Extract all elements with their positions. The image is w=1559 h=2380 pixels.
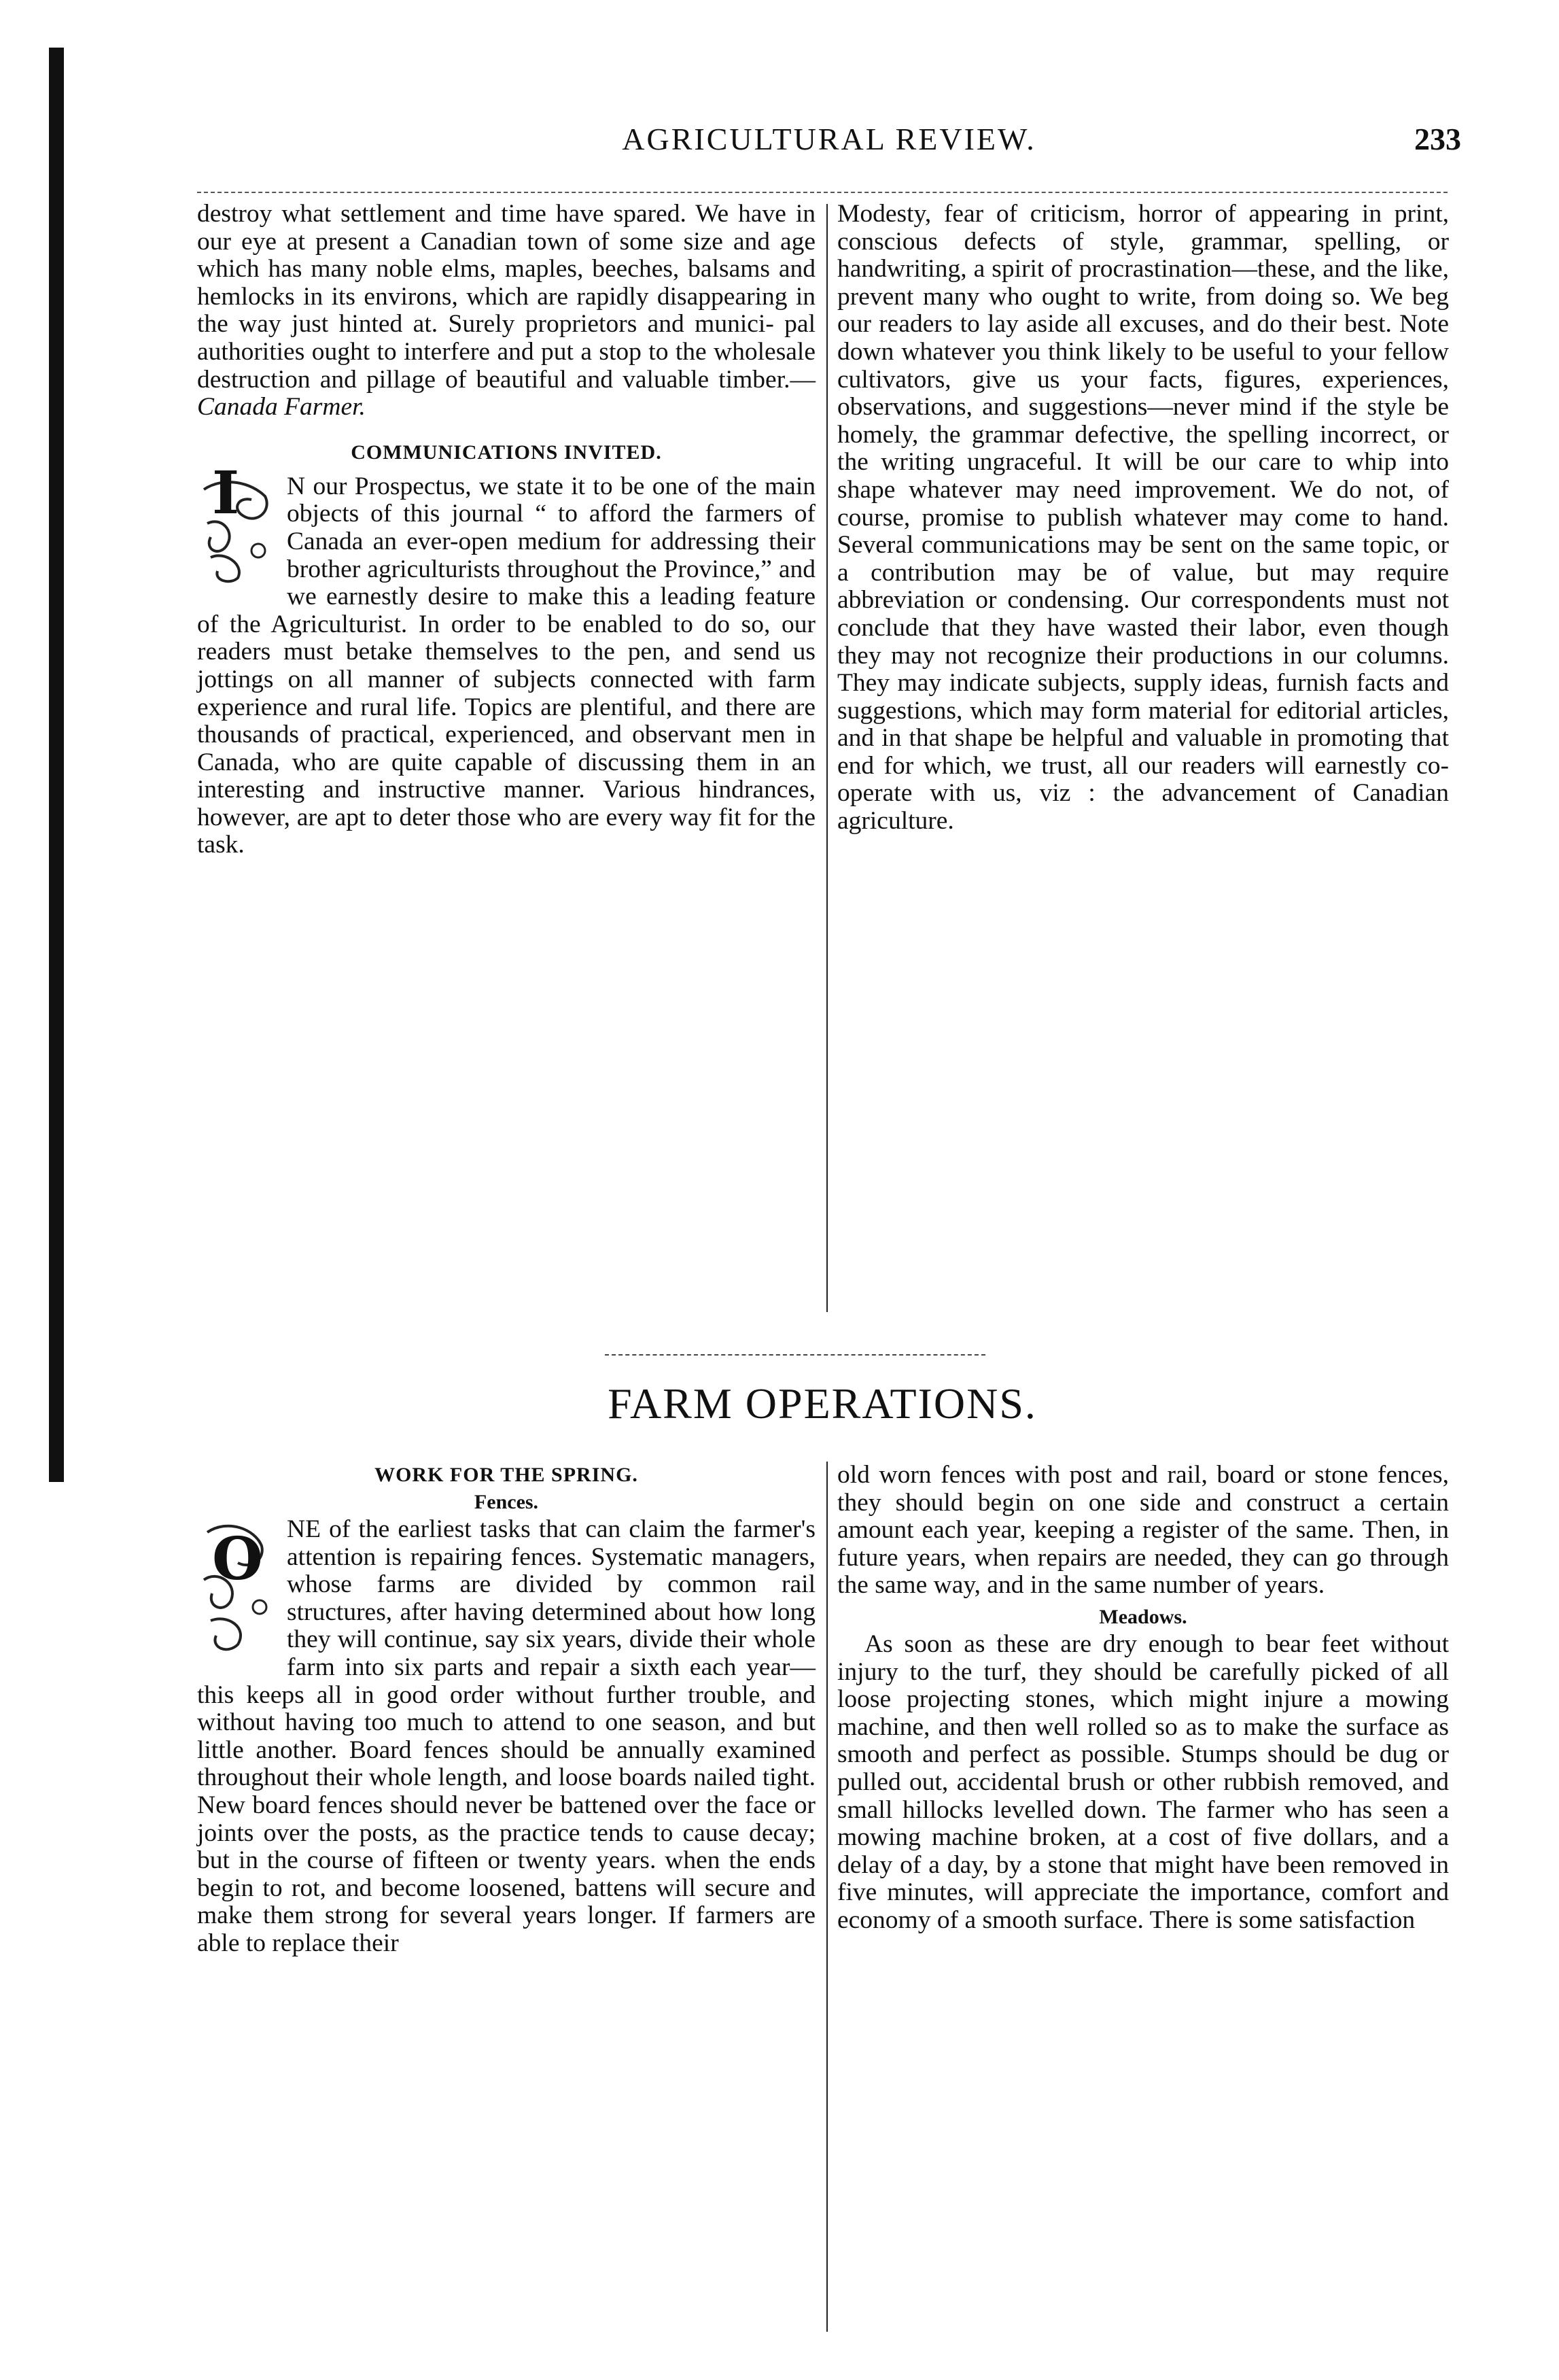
bottom-right-column [837,1462,1449,1935]
fences-subheading: Fences. [474,1491,539,1513]
work-for-spring-heading: WORK FOR THE SPRING. [374,1464,638,1486]
running-title: AGRICULTURAL REVIEW. [622,122,1036,156]
page-number: 233 [1414,122,1461,156]
column-rule-top [826,204,828,1312]
communications-article [197,458,816,859]
bottom-left-column [197,1462,816,1958]
dropcap-letter: I [212,458,240,528]
running-header [197,121,1461,175]
top-right-column [837,201,1449,835]
ornamental-dropcap-o [197,1519,279,1655]
dropcap-letter: O [212,1525,263,1593]
column-rule-bottom [826,1462,828,2332]
top-left-column [197,201,816,859]
communications-heading: COMMUNICATIONS INVITED. [351,441,662,464]
header-rule [197,192,1448,193]
continued-text: destroy what settlement and time have spared. We have in our eye at present a Canadian town of some size and age which has many noble elms, maples, beeches, balsams and hemlocks in its environs, which are rapidly disappearing in the way just hinted at. Surely proprietors and munici- pal authorities ought to interfere and put a stop to the wholesale destruction and pillage of beautiful and valuable timber.—Canada Farmer. [197,200,816,421]
section-divider [605,1354,985,1356]
fences-article [197,1516,816,1958]
source-attribution: Canada Farmer. [197,393,366,421]
continued-paragraph [197,201,816,421]
fences-text: NE of the earliest tasks that can claim the farmer's attention is repairing fences. Systematic managers, whose farms are divided by common rail structures, after having determined about how long they will continue, say six years, divide their whole farm into six parts and repair a sixth each year—this keeps all in good order without further trouble, and without having too much to attend to one season, and but little another. Board fences should be annually examined throughout their whole length, and loose boards nailed tight. New board fences should never be battened over the face or joints over the posts, as the practice tends to cause decay; but in the course of fifteen or twenty years. when the ends begin to rot, and become loosened, battens will secure and make them strong for several years longer. If farmers are able to replace their [197,1515,816,1957]
binding-edge [49,48,64,1482]
meadows-text: As soon as these are dry enough to bear feet without injury to the turf, they should be carefully picked of all loose projecting stones, which might injure a mowing machine, and then well rolled so as to make the surface as smooth and perfect as possible. Stumps should be dug or pulled out, accidental brush or other rubbish removed, and small hillocks levelled down. The farmer who has seen a mowing machine broken, at a cost of five dollars, and a delay of a day, by a stone that might have been removed in five minutes, will appreciate the importance, comfort and economy of a smooth surface. There is some satisfaction [837,1629,1449,1934]
ornamental-dropcap-i [197,458,279,585]
meadows-subheading: Meadows. [1099,1605,1187,1628]
communications-text: N our Prospectus, we state it to be one of the main objects of this journal “ to afford the farmers of Canada an ever-open medium for addressing their brother agriculturists throughout the Province,” and we earnestly desire to make this a leading feature of the Agriculturist. In order to be enabled to do so, our readers must betake themselves to the pen, and send us jottings on all manner of subjects connected with farm experience and rural life. Topics are plentiful, and there are thousands of practical, experienced, and observant men in Canada, who are quite capable of discussing them in an interesting and instructive manner. Various hindrances, however, are apt to deter those who are every way fit for the task. [197,472,816,859]
farm-operations-title: FARM OPERATIONS. [608,1379,1037,1428]
fences-continued: old worn fences with post and rail, board or stone fences, they should begin on one side and construct a certain amount each year, keeping a register of the same. Then, in future years, when repairs are needed, they can go through the same way, and in the same number of years. [837,1461,1449,1600]
communications-continued: Modesty, fear of criticism, horror of appearing in print, conscious defects of style, grammar, spelling, or handwriting, a spirit of procrastination—these, and the like, prevent many who ought to write, from doing so. We beg our readers to lay aside all excuses, and do their best. Note down whatever you think likely to be useful to your fellow cultivators, give us your facts, figures, experiences, observations, and suggestions—never mind if the style be homely, the grammar defective, the spelling incorrect, or the writing ungraceful. It will be our care to whip into shape whatever may need improvement. We do not, of course, promise to publish whatever may come to hand. Several communications may be sent on the same topic, or a contribution may be of value, but may require abbreviation or condensing. Our correspondents must not conclude that they have wasted their labor, even though they may not recognize their productions in our columns. They may indicate subjects, supply ideas, furnish facts and suggestions, which may form material for editorial articles, and in that shape be helpful and valuable in promoting that end for which, we trust, all our readers will earnestly co-operate with us, viz : the advancement of Canadian agriculture. [837,200,1449,835]
